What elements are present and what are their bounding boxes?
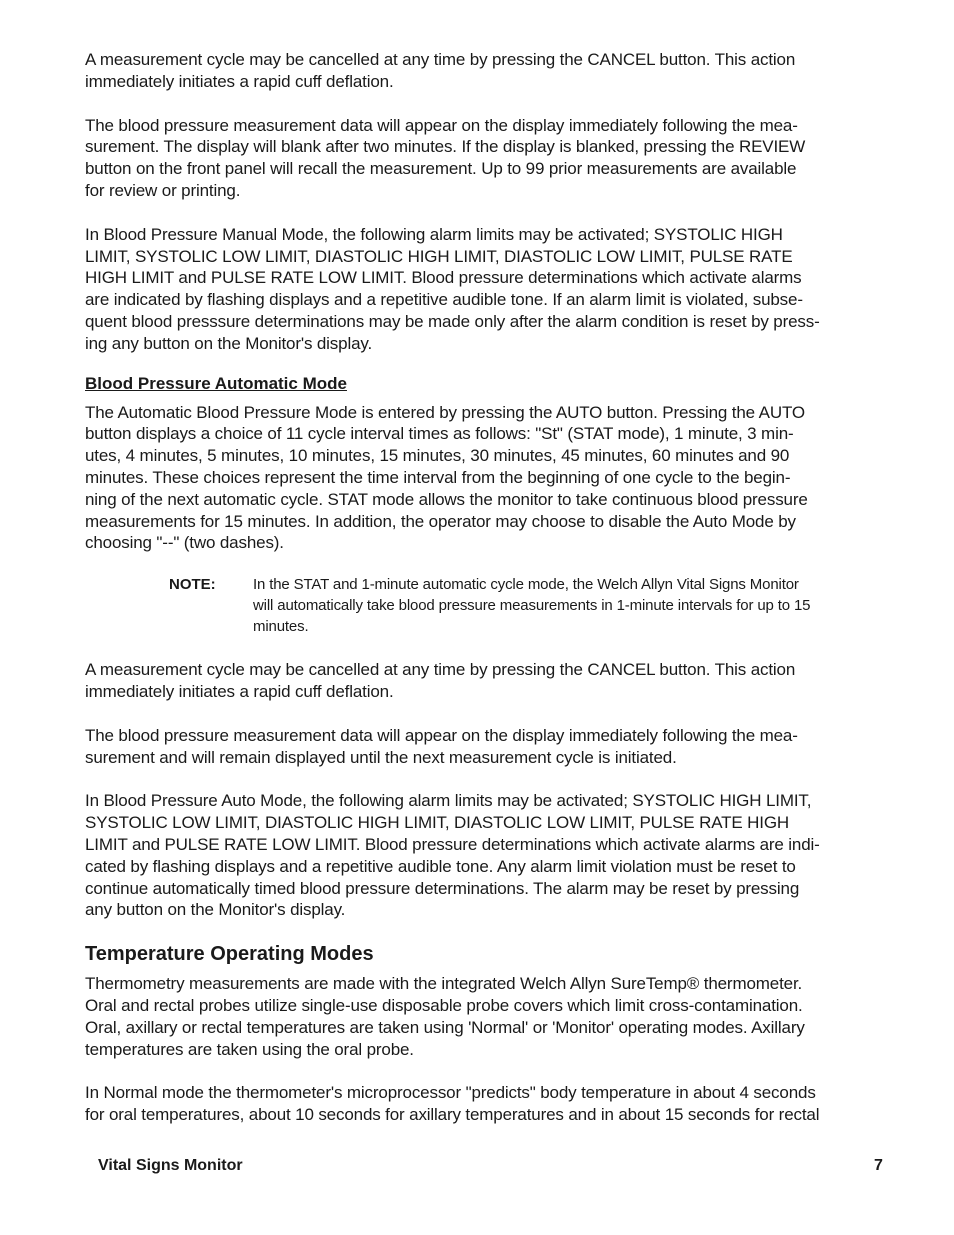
paragraph-temperature-normal: In Normal mode the thermometer's microprocessor "predicts" body temperature in about 4 seconds for oral temperatures, about 10 seconds for axillary temperatures and in about 15 seconds for rectal <box>85 1083 820 1125</box>
note-label: NOTE: <box>169 576 216 594</box>
paragraph-auto-cancel: A measurement cycle may be cancelled at any time by pressing the CANCEL button. This action immediately initiates a rapid cuff deflation. <box>85 660 796 701</box>
footer-page-number: 7 <box>874 1157 883 1174</box>
note-text: In the STAT and 1-minute automatic cycle mode, the Welch Allyn Vital Signs Monitor will automatically take blood pressure measurements in 1-minute intervals for up to 15 minutes. <box>253 576 811 636</box>
paragraph-auto-display: The blood pressure measurement data will appear on the display immediately following the mea- surement and will remain displayed until the next measurement cycle is initiated. <box>85 725 798 767</box>
page-body <box>85 49 915 1148</box>
heading-bp-automatic-mode: Blood Pressure Automatic Mode <box>85 373 347 393</box>
note-block <box>169 574 915 637</box>
heading-temperature-operating-modes: Temperature Operating Modes <box>85 943 374 966</box>
paragraph-temperature-intro: Thermometry measurements are made with the integrated Welch Allyn SureTemp® thermometer. Oral and rectal probes utilize single-use disposable probe covers which limit cross-contamination. Oral, axillary or rectal temperatures are taken using 'Normal' or 'Monitor' operating modes. Axillary temperatures are taken using the oral probe. <box>85 974 805 1059</box>
paragraph-manual-display: The blood pressure measurement data will appear on the display immediately following the mea- surement. The display will blank after two minutes. If the display is blanked, pressing the REVIEW button on the front panel will recall the measurement. Up to 99 prior measurements are available for review or printing. <box>85 115 806 200</box>
paragraph-auto-alarms: In Blood Pressure Auto Mode, the following alarm limits may be activated; SYSTOLIC HIGH LIMIT, SYSTOLIC LOW LIMIT, DIASTOLIC HIGH LIMIT, DIASTOLIC LOW LIMIT, PULSE RATE HIGH LIMIT and PULSE RATE LOW LIMIT. Blood pressure determinations which activate alarms are indi- cated by flashing displays and a repetitive audible tone. Any alarm limit violation must be reset to continue automatically timed blood pressure determinations. The alarm may be reset by pressing any button on the Monitor's display. <box>85 791 820 920</box>
footer-title: Vital Signs Monitor <box>98 1157 243 1174</box>
paragraph-auto-intro: The Automatic Blood Pressure Mode is entered by pressing the AUTO button. Pressing the AUTO button displays a choice of 11 cycle interval times as follows: "St" (STAT mode), 1 minute, 3 min- utes, 4 minutes, 5 minutes, 10 minutes, 15 minutes, 30 minutes, 45 minutes, 60 minutes and 90 minutes. These choices represent the time interval from the beginning of one cycle to the begin- ning of the next automatic cycle. STAT mode allows the monitor to take continuous blood pressure measurements for 15 minutes. In addition, the operator may choose to disable the Auto Mode by choosing "--" (two dashes). <box>85 402 808 553</box>
paragraph-manual-alarms: In Blood Pressure Manual Mode, the following alarm limits may be activated; SYSTOLIC HIGH LIMIT, SYSTOLIC LOW LIMIT, DIASTOLIC HIGH LIMIT, DIASTOLIC LOW LIMIT, PULSE RATE HIGH LIMIT and PULSE RATE LOW LIMIT. Blood pressure determinations which activate alarms are indicated by flashing displays and a repetitive audible tone. If an alarm limit is violated, subse- quent blood presssure determinations may be made only after the alarm condition is reset by press- ing any button on the Monitor's display. <box>85 224 820 353</box>
paragraph-manual-cancel: A measurement cycle may be cancelled at any time by pressing the CANCEL button. This action immediately initiates a rapid cuff deflation. <box>85 50 796 91</box>
